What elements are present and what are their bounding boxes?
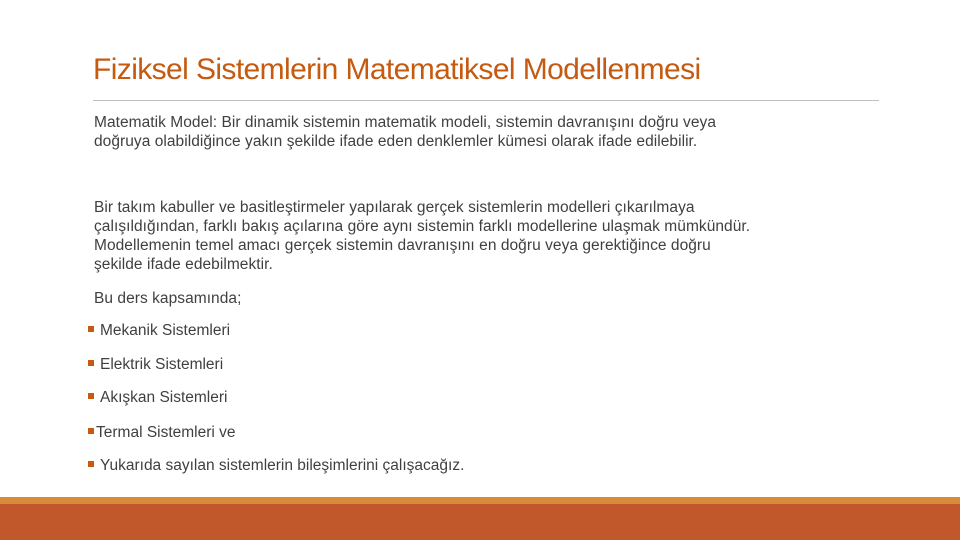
paragraph-line: doğruya olabildiğince yakın şekilde ifade eden denklemler kümesi olarak ifade edilebilir.: [94, 133, 698, 150]
assumptions-paragraph: [94, 198, 750, 274]
list-item-label: Elektrik Sistemleri: [100, 356, 224, 373]
list-item: [88, 355, 223, 374]
paragraph-line: şekilde ifade edebilmektir.: [94, 256, 273, 273]
list-item: [88, 388, 227, 407]
list-item-label: Termal Sistemleri ve: [96, 424, 236, 441]
list-item: [88, 423, 236, 442]
list-item-label: Akışkan Sistemleri: [100, 389, 228, 406]
definition-paragraph: [94, 113, 716, 151]
slide-title: Fiziksel Sistemlerin Matematiksel Modellenmesi: [93, 53, 701, 86]
list-item-label: Yukarıda sayılan sistemlerin bileşimlerini çalışacağız.: [100, 457, 465, 474]
paragraph-line: çalışıldığından, farklı bakış açılarına göre aynı sistemin farklı modellerine ulaşmak mümkündür.: [94, 218, 751, 235]
list-item: [88, 321, 230, 340]
paragraph-line: Bir takım kabuller ve basitleştirmeler yapılarak gerçek sistemlerin modelleri çıkarılmaya: [94, 199, 695, 216]
list-item-label: Mekanik Sistemleri: [100, 322, 231, 339]
square-bullet-icon: [88, 360, 94, 366]
paragraph-line: Matematik Model: Bir dinamik sistemin matematik modeli, sistemin davranışını doğru veya: [94, 114, 716, 131]
title-divider: [93, 100, 879, 101]
square-bullet-icon: [88, 461, 94, 467]
square-bullet-icon: [88, 393, 94, 399]
course-scope-intro: Bu ders kapsamında;: [94, 290, 242, 307]
paragraph-line: Modellemenin temel amacı gerçek sistemin davranışını en doğru veya gerektiğince doğru: [94, 237, 711, 254]
footer-band-accent: [0, 497, 960, 504]
list-item: [88, 456, 464, 475]
square-bullet-icon: [88, 326, 94, 332]
square-bullet-icon: [88, 428, 94, 434]
